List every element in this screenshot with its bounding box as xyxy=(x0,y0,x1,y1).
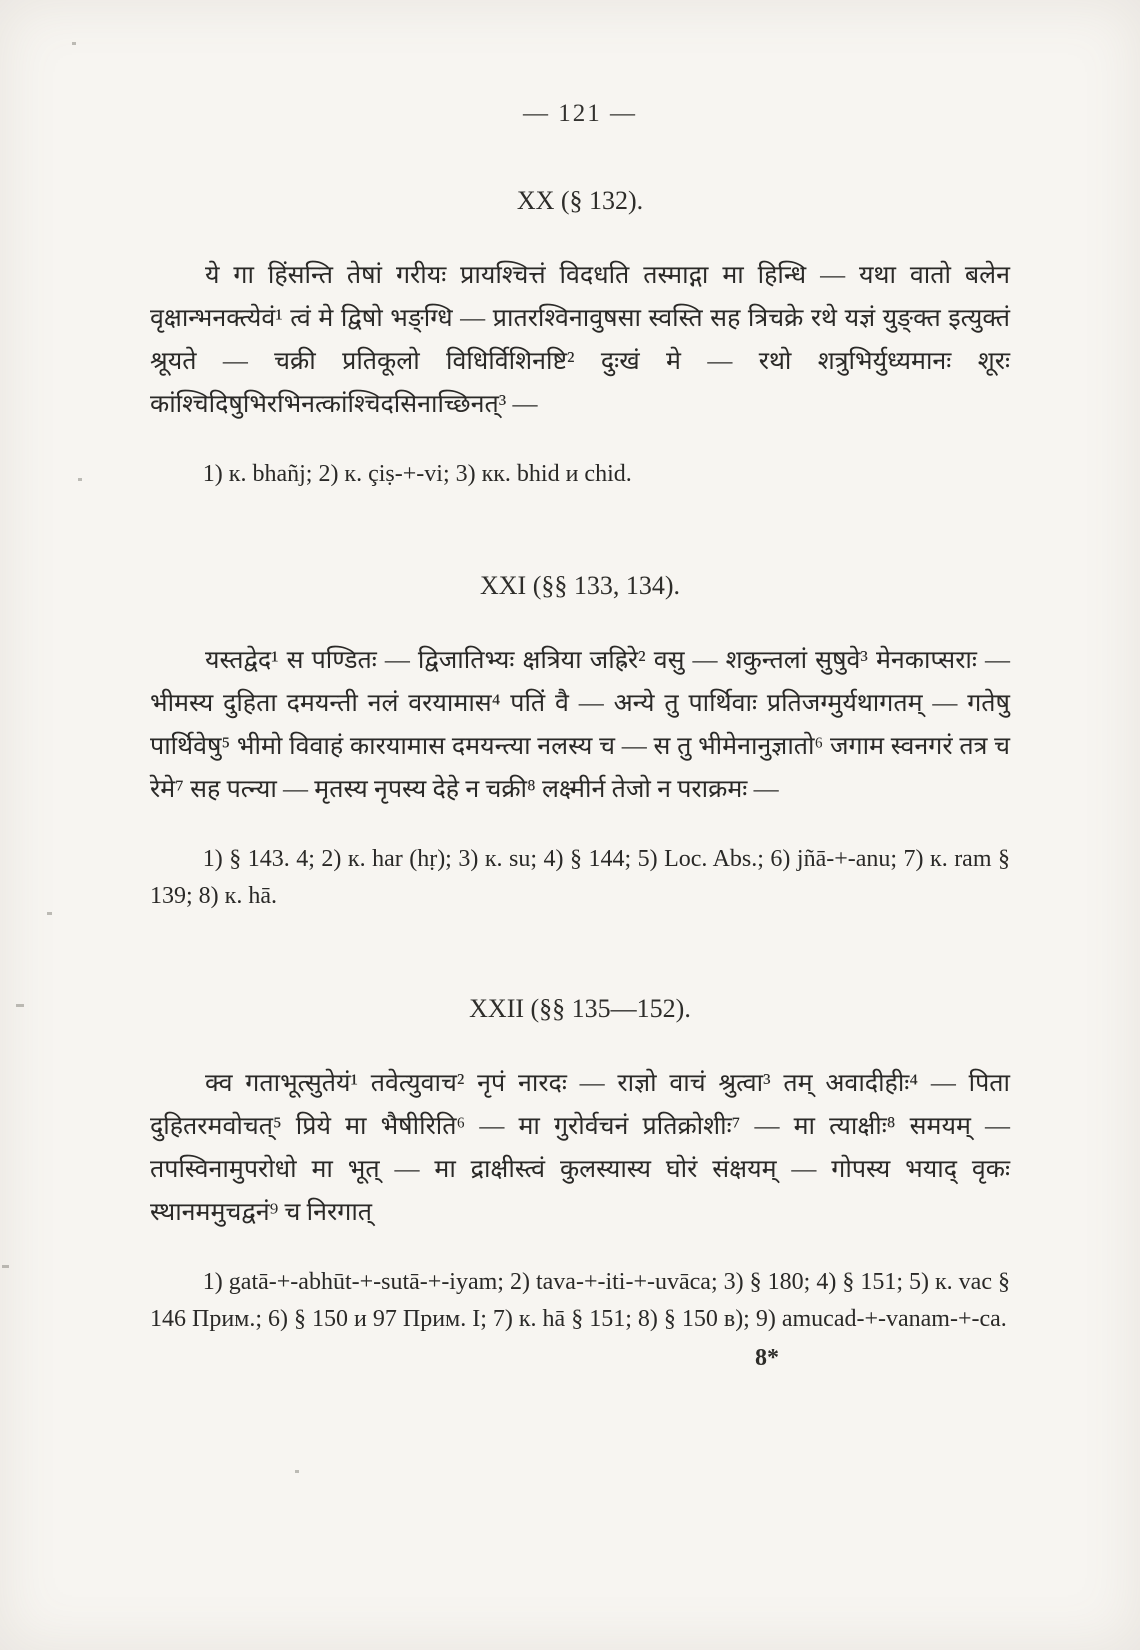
sanskrit-exercise-text: ये गा हिंसन्ति तेषां गरीयः प्रायश्चित्तं विदधति तस्माद्गा मा हिन्धि — यथा वातो बलेन वृक्षान्भनक्त्येवं¹ त्वं मे द्विषो भङ्ग्धि — प्रातरश्विनावुषसा स्वस्ति सह त्रिचक्रे रथे यज्ञं युङ्क्त इत्युक्तं श्रूयते — चक्री प्रतिकूलो विधिर्विशिनष्टि² दुःखं मे — रथो शत्रुभिर्युध्यमानः शूरः कांश्चिदिषुभिरभिनत्कांश्चिदसिनाच्छिनत्³ — xyxy=(150,262,1010,418)
sanskrit-exercise-text: यस्तद्वेद¹ स पण्डितः — द्विजातिभ्यः क्षत्रिया जह्रिरे² वसु — शकुन्तलां सुषुवे³ मेनकाप्सराः — भीमस्य दुहिता दमयन्ती नलं वरयामास⁴ पतिं वै — अन्ये तु पार्थिवाः प्रतिजग्मुर्यथागतम् — गतेषु पार्थिवेषु⁵ भीमो विवाहं कारयामास दमयन्त्या नलस्य च — स तु भीमेनानुज्ञातो⁶ जगाम स्वनगरं तत्र च रेमे⁷ सह पत्न्या — मृतस्य नृपस्य देहे न चक्री⁸ लक्ष्मीर्न तेजो न पराक्रमः — xyxy=(150,647,1010,804)
page-content xyxy=(150,100,1010,1338)
scan-speckle xyxy=(295,1470,299,1473)
section-heading: XXI (§§ 133, 134). xyxy=(479,571,681,601)
page-number: — 121 — xyxy=(523,100,637,127)
printer-signature-mark: 8* xyxy=(755,1345,779,1371)
exercise-section-xx xyxy=(150,186,1010,493)
section-heading: XX (§ 132). xyxy=(516,186,644,215)
scan-speckle xyxy=(47,912,52,915)
scan-speckle xyxy=(16,1004,24,1007)
scan-speckle xyxy=(2,1265,9,1268)
sanskrit-exercise-text: क्व गताभूत्सुतेयं¹ तवेत्युवाच² नृपं नारदः — राज्ञो वाचं श्रुत्वा³ तम् अवादीहीः⁴ — पिता दुहितरमवोचत्⁵ प्रिये मा भैषीरिति⁶ — मा गुरोर्वचनं प्रतिक्रोशीः⁷ — मा त्याक्षीः⁸ समयम् — तपस्विनामुपरोधो मा भूत् — मा द्राक्षीस्त्वं कुलस्यास्य घोरं संक्षयम् — गोपस्य भयाद् वृकः स्थानममुचद्वनं⁹ च निरगात् xyxy=(150,1069,1010,1226)
footnotes-line: 1) к. bhañj; 2) к. çiṣ-+-vi; 3) кк. bhid и chid. xyxy=(202,461,632,487)
footnotes-line: 1) gatā-+-abhūt-+-sutā-+-iyam; 2) tava-+-iti-+-uvāca; 3) § 180; 4) § 151; 5) к. vac § 146 Прим.; 6) § 150 и 97 Прим. I; 7) к. hā § 151; 8) § 150 в); 9) amucad-+-vanam-+-ca. xyxy=(150,1268,1010,1332)
scan-speckle xyxy=(72,42,76,45)
exercise-section-xxii xyxy=(150,994,1010,1338)
exercise-section-xxi xyxy=(150,571,1010,915)
scan-speckle xyxy=(78,478,82,481)
section-heading: XXII (§§ 135—152). xyxy=(469,993,691,1023)
footnotes-line: 1) § 143. 4; 2) к. har (hṛ); 3) к. su; 4) § 144; 5) Loc. Abs.; 6) jñā-+-anu; 7) к. ram § 139; 8) к. hā. xyxy=(150,846,1010,910)
